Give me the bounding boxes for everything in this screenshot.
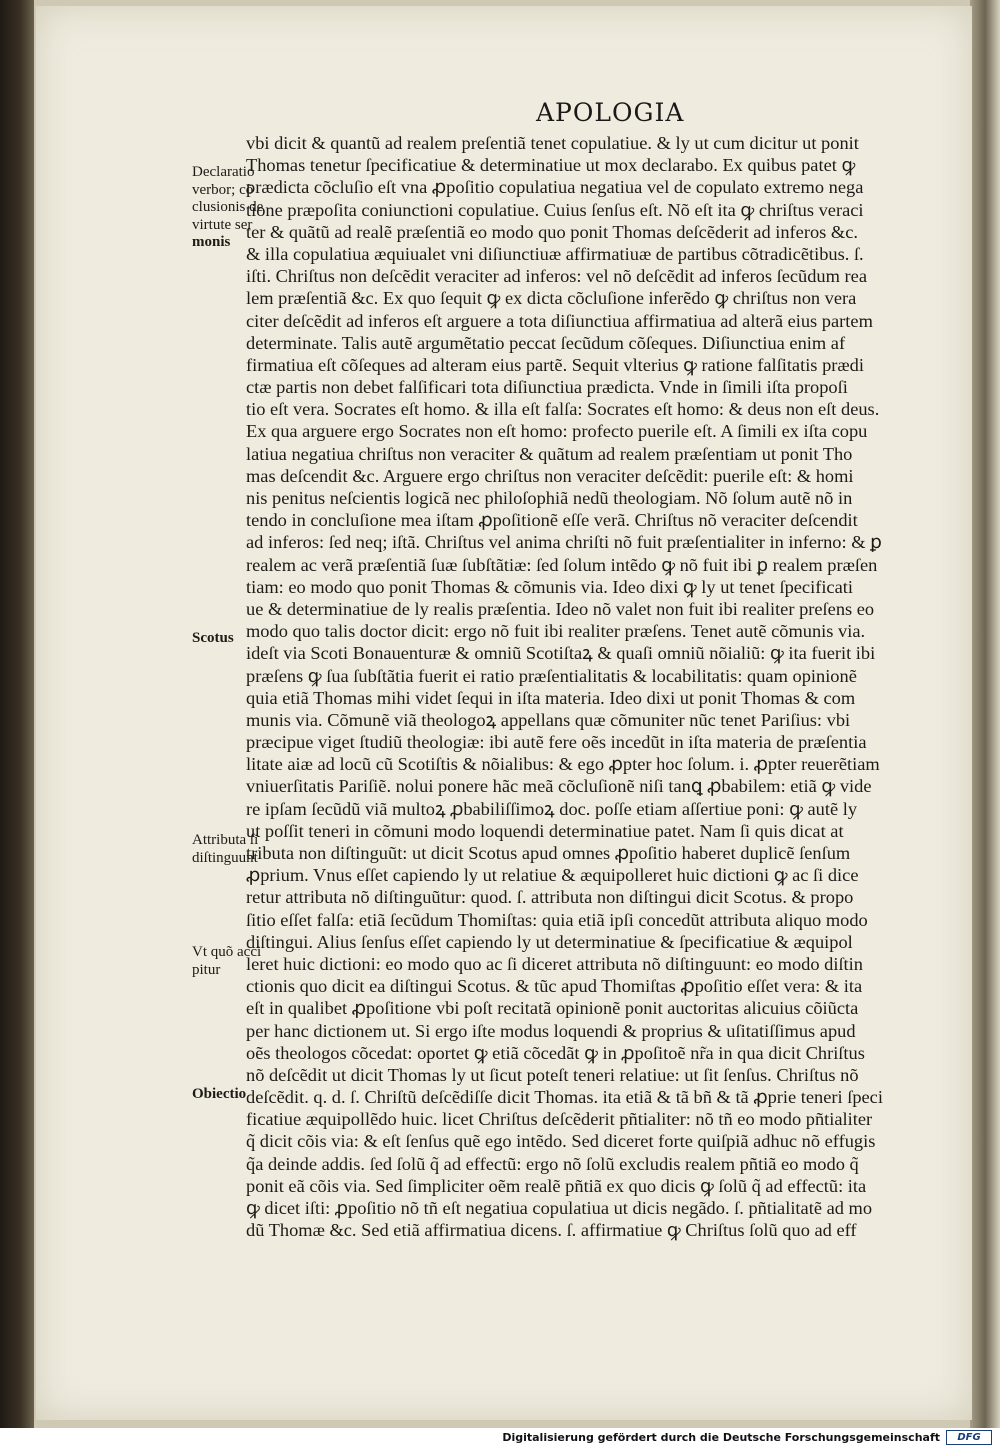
text-line: & illa copulatiua æquiualet vni diſiunctiuæ affirmatiuæ de partibus cõtradicẽtibus. ſ. bbox=[246, 243, 864, 264]
marginal-line: clusionis de bbox=[192, 199, 264, 216]
text-line: ctæ partis non debet falſificari tota diſiunctiua prædicta. Vnde in ſimili iſta propoſi bbox=[246, 377, 848, 398]
digitization-footer bbox=[0, 1428, 1000, 1448]
text-line: oẽs theologos cõcedat: oportet ꝙ etiã cõcedãt ꝙ in ꝓpoſitoẽ nr̃a in qua dicit Chriſtus bbox=[246, 1042, 865, 1063]
dfg-logo: DFG bbox=[946, 1430, 992, 1445]
text-line: Thomas tenetur ſpecificatiue & determinatiue ut mox declarabo. Ex quibus patet ꝙ bbox=[246, 155, 856, 176]
text-line: deſcẽdit. q. d. ſ. Chriſtũ deſcẽdiſſe dicit Thomas. ita etiã & tã bñ & tã ꝓprie teneri ſpeci bbox=[246, 1087, 883, 1108]
text-line: tributa non diſtinguũt: ut dicit Scotus apud omnes ꝓpoſitio haberet duplicẽ ſenſum bbox=[246, 843, 851, 863]
text-line: tione præpoſita coniunctioni copulatiue. Cuius ſenſus eſt. Nõ eſt ita ꝙ chriſtus veraci bbox=[246, 199, 864, 220]
text-line: diſtingui. Alius ſenſus eſſet capiendo ly ut determinatiue & ſpecificatiue & æquipol bbox=[246, 931, 853, 952]
text-line: tio eſt vera. Socrates eſt homo. & illa eſt falſa: Socrates eſt homo: & deus non eſt deus. bbox=[246, 399, 880, 420]
text-line: ter & quãtũ ad realẽ præſentiã eo modo quo ponit Thomas deſcẽderit ad inferos &c. bbox=[246, 221, 858, 242]
marginal-line: Vt quõ acci bbox=[192, 944, 262, 960]
page-edge bbox=[970, 0, 1000, 1428]
text-line: lem præſentiã &c. Ex quo ſequit ꝙ ex dicta cõcluſione inferẽdo ꝙ chriſtus non vera bbox=[246, 288, 857, 309]
marginal-line: pitur bbox=[192, 961, 221, 978]
text-line: ponit eã cõis via. Sed ſimpliciter oẽm realẽ pñtiã ex quo dicis ꝙ ſolũ q̃ ad effectũ: ita bbox=[246, 1175, 867, 1196]
text-line: vniuerſitatis Pariſiẽ. nolui ponere hãc meã cõcluſionẽ niſi tanꝗ ꝓbabilem: etiã ꝙ vide bbox=[246, 776, 872, 797]
marginal-line: verbor; cõ bbox=[192, 181, 254, 198]
text-line: Ex qua arguere ergo Socrates non eſt homo: profecto puerile eſt. A ſimili ex iſta copu bbox=[246, 421, 868, 442]
text-line: firmatiua eſt cõſeques ad alteram eius partẽ. Sequit vlterius ꝙ ratione falſitatis prædi bbox=[246, 354, 864, 375]
text-line: ficatiue æquipollẽdo huic. licet Chriſtus deſcẽderit pñtialiter: nõ tñ eo modo pñtialiter bbox=[246, 1109, 873, 1130]
text-line: nis penitus neſcientis logicã nec philoſophiã nedũ theologiam. Nõ ſolum autẽ nõ in bbox=[246, 488, 853, 508]
text-line: mas deſcendit &c. Arguere ergo chriſtus non veraciter deſcẽdit: puerile eſt: & homi bbox=[246, 465, 854, 486]
funding-credit: Digitalisierung gefördert durch die Deutsche Forschungsgemeinschaft bbox=[502, 1431, 940, 1444]
text-line: latiua negatiua chriſtus non veraciter & quãtum ad realem præſentiam ut ponit Tho bbox=[246, 443, 853, 464]
text-line: ue & determinatiue de ly realis præſentia. Ideo nõ valet non fuit ibi realiter preſens eo bbox=[246, 598, 875, 619]
text-line: q̃a deinde addis. ſed ſolũ q̃ ad effectũ: ergo nõ ſolũ excludis realem pñtiã eo modo q̃ bbox=[246, 1153, 859, 1174]
text-line: tendo in concluſione mea iſtam ꝓpoſitionẽ eſſe verã. Chriſtus nõ veraciter deſcendit bbox=[246, 510, 858, 531]
marginal-line: monis bbox=[192, 234, 231, 251]
text-line: præcipue viget ſtudiũ theologiæ: ibi autẽ fere oẽs incedũt in iſta materia de præſentia bbox=[246, 732, 867, 753]
text-line: ſitio eſſet falſa: etiã ſecũdum Thomiſtas: quia etiã ipſi concedũt attributa aliquo modo bbox=[246, 909, 868, 930]
running-head: APOLOGIA bbox=[536, 98, 685, 127]
text-line: determinate. Talis autẽ argumẽtatio peccat ſecũdum cõſeques. Diſiunctiua enim af bbox=[246, 332, 846, 353]
text-line: realem ac verã præſentiã ſuæ ſubſtãtiæ: ſed ſolum intẽdo ꝙ nõ fuit ibi ꝑ realem præſen bbox=[246, 554, 878, 575]
book-spine-shadow bbox=[0, 0, 34, 1428]
text-line: q̃ dicit cõis via: & eſt ſenſus quẽ ego intẽdo. Sed diceret forte quiſpiã adhuc nõ effugis bbox=[246, 1131, 876, 1152]
text-line: præſens ꝙ ſua ſubſtãtia fuerit ei ratio præſentialitatis & locabilitatis: quam opinionẽ bbox=[246, 665, 857, 686]
text-line: eſt in qualibet ꝓpoſitione vbi poſt recitatã opinionẽ ponit auctoritas alicuius cõiũcta bbox=[246, 998, 859, 1019]
text-line: ctionis quo dicit ea diſtingui Scotus. & tũc apud Thomiſtas ꝓpoſitio eſſet vera: & ita bbox=[246, 976, 863, 997]
text-line: ad inferos: ſed neq; iſtã. Chriſtus vel anima chriſti nõ fuit præſentialiter in inferno: & ꝑ bbox=[246, 532, 882, 553]
text-line: iſti. Chriſtus non deſcẽdit veraciter ad inferos: vel nõ deſcẽdit ad inferos ſecũdum rea bbox=[246, 266, 867, 287]
text-line: ꝓprium. Vnus eſſet capiendo ly ut relatiue & æquipolleret huic dictioni ꝙ ac ſi dice bbox=[246, 865, 859, 886]
marginal-line: Scotus bbox=[192, 630, 234, 646]
text-line: tiam: eo modo quo ponit Thomas & cõmunis via. Ideo dixi ꝙ ly ut tenet ſpecificati bbox=[246, 576, 853, 597]
text-line: modo quo talis doctor dicit: ergo nõ fuit ibi realiter præſens. Tenet autẽ cõmunis via. bbox=[246, 621, 866, 642]
marginal-line: Declaratio bbox=[192, 164, 255, 180]
text-line: ideſt via Scoti Bonauenturæ & omniũ Scotiſtaꝝ & quaſi omniũ nõialiũ: ꝙ ita fuerit ibi bbox=[246, 643, 876, 664]
marginal-line: Obiectio bbox=[192, 1086, 247, 1102]
text-line: citer deſcẽdit ad inferos eſt arguere a tota diſiunctiua affirmatiua ad alterã eius partem bbox=[246, 310, 873, 331]
text-line: leret huic dictioni: eo modo quo ac ſi diceret attributa nõ diſtinguunt: eo modo diſtin bbox=[246, 953, 863, 974]
text-line: litate aiæ ad locũ cũ Scotiſtis & nõialibus: & ego ꝓpter hoc ſolum. i. ꝓpter reuerẽtiam bbox=[246, 754, 880, 775]
text-line: re ipſam ſecũdũ viã multoꝝ ꝓbabiliſſimoꝝ doc. poſſe etiam aſſertiue poni: ꝙ autẽ ly bbox=[246, 798, 858, 819]
text-line: per hanc dictionem ut. Si ergo iſte modus loquendi & proprius & uſitatiſſimus apud bbox=[246, 1020, 856, 1041]
text-line: munis via. Cõmunẽ viã theologoꝝ appellans quæ cõmuniter nũc tenet Pariſius: vbi bbox=[246, 709, 851, 730]
text-line: ꝙ dicet iſti: ꝓpoſitio nõ tñ eſt negatiua copulatiua ut dicis negãdo. ſ. pñtialitatẽ ad mo bbox=[246, 1198, 873, 1218]
marginal-line: Attributa ſi bbox=[192, 832, 259, 848]
marginal-line: diſtinguunt bbox=[192, 849, 258, 866]
text-line: prædicta cõcluſio eſt vna ꝓpoſitio copulatiua negatiua vel de copulato extremo nega bbox=[246, 177, 864, 198]
text-line: ut poſſit teneri in cõmuni modo loquendi determinatiue patet. Nam ſi quis dicat at bbox=[246, 820, 844, 841]
text-line: quia etiã Thomas mihi videt ſequi in iſta materia. Ideo dixi ut ponit Thomas & com bbox=[246, 687, 856, 708]
marginal-line: virtute ser bbox=[192, 216, 253, 233]
text-line: nõ deſcẽdit ut dicit Thomas ly ut ſicut poteſt teneri relatiue: ut ſit ſenſus. Chriſtus nõ bbox=[246, 1064, 859, 1085]
text-line: vbi dicit & quantũ ad realem preſentiã tenet copulatiue. & ly ut cum dicitur ut ponit bbox=[246, 133, 859, 153]
text-line: retur attributa nõ diſtinguũtur: quod. ſ. attributa non diſtingui dicit Scotus. & propo bbox=[246, 887, 854, 908]
main-text-block bbox=[246, 132, 926, 1241]
text-line: dũ Thomæ &c. Sed etiã affirmatiua dicens. ſ. affirmatiue ꝙ Chriſtus ſolũ quo ad eff bbox=[246, 1220, 857, 1241]
